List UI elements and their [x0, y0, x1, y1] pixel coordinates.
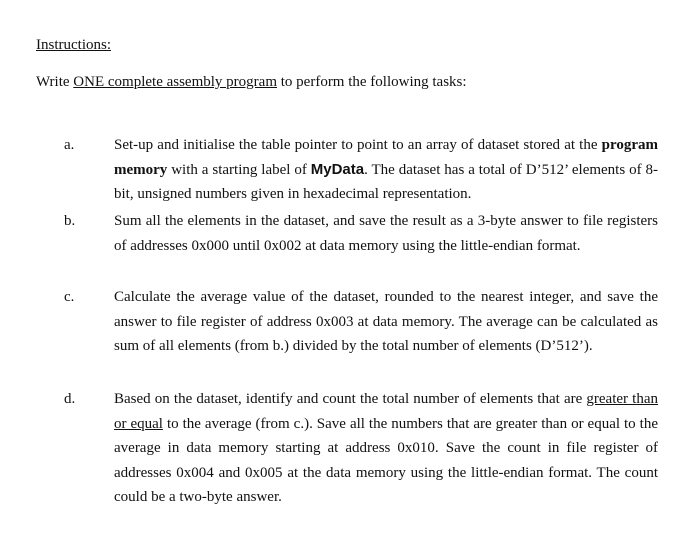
- intro-emphasis: ONE complete assembly program: [73, 74, 277, 90]
- task-c-text: Calculate the average value of the dataset, rounded to the nearest integer, and save the answer to file register of address 0x003 at data memory. The average can be calculated as sum of all elements (from b.) divided by the total number of elements (D’512’).: [114, 289, 658, 354]
- task-b-marker: b.: [64, 213, 76, 229]
- task-d-marker: d.: [64, 391, 76, 407]
- task-d-text: [114, 387, 658, 510]
- task-a-part-1: Set-up and initialise the table pointer to point to an array of dataset stored at the: [114, 137, 602, 153]
- mydata-label: MyData: [310, 160, 365, 178]
- task-a-part-3: with a starting label of: [167, 161, 311, 178]
- task-c-marker: c.: [64, 289, 75, 305]
- task-d-part-1: Based on the dataset, identify and count the total number of elements that are: [114, 391, 587, 407]
- program-memory-term: program memory: [114, 137, 658, 178]
- intro-post: to perform the following tasks:: [277, 74, 467, 90]
- greater-or-equal-term: greater than or equal: [114, 391, 658, 432]
- task-a-marker: a.: [64, 137, 75, 153]
- task-d-part-3: to the average (from c.). Save all the numbers that are greater than or equal to the average in data memory starting at address 0x010. Save the count in file register of addresses 0x004 and 0x005 at the data memory using the little-endian format. The count could be a two-byte answer.: [114, 415, 658, 505]
- instructions-heading: Instructions:: [36, 37, 111, 53]
- intro-line: [36, 71, 467, 93]
- task-a-part-5: . The dataset has a total of D’512’ elements of 8-bit, unsigned numbers given in hexadecimal representation.: [114, 161, 658, 202]
- intro-pre: Write: [36, 74, 74, 90]
- task-a-text: [114, 133, 658, 207]
- task-b-text: Sum all the elements in the dataset, and save the result as a 3-byte answer to file registers of addresses 0x000 until 0x002 at data memory using the little-endian format.: [114, 213, 658, 254]
